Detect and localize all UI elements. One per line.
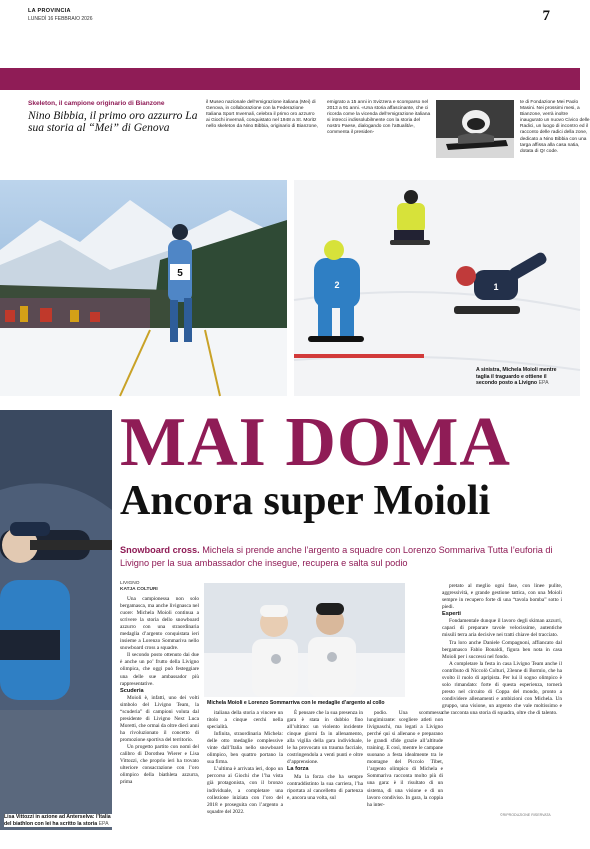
- byline: LIVIGNO KATJA COLTURI: [120, 581, 158, 592]
- skeleton-photo: [436, 100, 514, 158]
- page-number: 7: [542, 8, 550, 24]
- biathlon-race-photo: [0, 180, 287, 396]
- bib-number: 2: [334, 280, 340, 290]
- article-column: Una campionessa non solo bergamasca, ma anche livignasca nel cuore: Michela Moioli continua a scrivere la storia dello snowboard azzurro con una straordinaria medaglia d’argento conquistata ieri insieme a Lorenzo Sommariva nello snowboard cross a squadre. Il secondo posto ottenuto dai due è anche un po’ frutto della Livigno olimpica, che oggi può festeggiare una delle sue ambassador più rappresentative. Scuderia Moioli è, infatti, uno dei volti simbolo del Livigno Team, la “scuderia” di campioni voluta dal presidente di Livigno Next Luca Moretti, che ormai da oltre dieci anni ha rivoluzionato il concetto di promozione sportiva del territorio. Un progetto partito con nomi del calibro di Dorothea Wierer e Lisa Vittozzi, che proprio ieri ha trovato ulteriore consacrazione con l’oro olimpico della biathleta azzurra, prima: [120, 596, 199, 786]
- copyright-note: ©RIPRODUZIONE RISERVATA: [500, 813, 551, 817]
- second-headline: Ancora super Moioli: [120, 478, 491, 524]
- teaser-box: [28, 100, 590, 160]
- subheadline: Snowboard cross. Michela si prende anche l’argento a squadre con Lorenzo Sommariva Tutta l’euforia di Livigno per la sua ambassador che insegue, recupera e salta sul podio: [120, 545, 553, 568]
- photo-caption: A sinistra, Michela Moioli mentre taglia il traguardo e ottiene il secondo posto a Livigno EPA: [476, 367, 557, 387]
- teaser-text: il Museo nazionale dell’emigrazione italiana (Mei) di Genova, in collaborazione con la Federazione Italiana Sport Invernali, celebra il primo oro azzurro ai Giochi invernali, conquistato nel 1948 a St. Moritz nello skeleton da Nino Bibbia, originario di Bianzone,: [206, 100, 318, 130]
- photo-caption: Lisa Vittozzi in azione ad Anterselva: l’Italia del biathlon con lei ha scritto la storia EPA: [4, 814, 111, 827]
- main-headline: MAI DOMA: [120, 404, 511, 481]
- article-column: italiana della storia a vincere un titolo a cinque cerchi nella specialità. Infinita, straordinaria Michela: delle otto medaglie complessive vinte dall’Italia nello snowboard olimpico, ben quattro portano la sua firma. L’ultima è arrivata ieri, dopo un percorso ai Giochi che l’ha vista già protagonista, con il bronzo individuale, a completare una collezione iniziata con l’oro del 2018 e proseguita con l’argento a squadre del 2022.: [207, 710, 283, 815]
- article-column: pretato al meglio ogni fase, con linee pulite, aggressività, e grande gestione tattica, con una Moioli sempre in recupero forte di una “tavola bomba” sotto i piedi. Esperti Fondamentale dunque il lavoro degli skiman azzurri, capaci di preparare tavole velocissime, autentiche missili terra aria decisive nei tratti chiave del tracciato. Tra loro anche Daniele Compagnoni, affiancato dal bergamasco Fabio Bonaldi, figura ben nota in casa Moioli per i successi nel fondo. A completare la festa in casa Livigno Team anche il contributo di Niccolò Colturi, 23enne di Bormio, che ha svolto il ruolo di apripista. Per lui il sogno olimpico è solo rimandato: forte di questa esperienza, tornerà presto nel circuito di Coppa del mondo, pronto a condividere allenamenti e ambizioni con Michela. Un gruppo, una visione, un argento che vale moltissimo e che racconta una storia di squadra, oltre che di talento.: [442, 583, 562, 716]
- bib-number: 1: [493, 282, 499, 292]
- bib-number: 5: [177, 268, 183, 279]
- teaser-title: Nino Bibbia, il primo oro azzurro La sua storia al “Mei” di Genova: [28, 110, 198, 134]
- teaser-text: te di Fondazione Mei Paolo Masini. Nei prossimi mesi, a Bianzone, verrà inoltre inaugurato un nuovo Civico delle Radici, un luogo di incontro ed il racconto delle radici della zone, dedicato a Nino Bibbia con una targa affissa alla casa natia, dotata di Qr code.: [520, 100, 590, 154]
- issue-date: LUNEDÌ 16 FEBBRAIO 2026: [28, 16, 93, 22]
- page-header: [28, 8, 552, 32]
- podium-photo: [204, 583, 405, 697]
- section-color-bar: [0, 68, 580, 90]
- teaser-kicker: Skeleton, il campione originario di Bianzone: [28, 100, 165, 107]
- publication-name: LA PROVINCIA: [28, 8, 71, 14]
- biathlete-shooting-photo: [0, 410, 112, 830]
- article-column: podio. Una scommessa lungimirante: scegliere atleti non livignaschi, ma legati a Livigno perché qui si allenano e preparano le grandi sfide grazie all’altitude training. E così, mentre le campane suonano a festa idealmente tra le montagne del Piccolo Tibet, l’argento olimpico di Michela e Sommariva racconta molto più di una gara: è il risultato di un sistema, di una visione e di un lavoro condiviso. In gara, la coppia ha inter-: [367, 710, 443, 808]
- teaser-text: emigrato a 15 anni in Svizzera e scomparso nel 2013 a 91 anni. «Una storia affascinante, che ci ricorda come la vicenda dell’emigrazione italiana si intrecci indissolubilmente con la storia del nostro Paese, dialogando con l’attualità», commenta il presiden-: [327, 100, 431, 136]
- article-column: È pensare che la sua presenza in gara è stata in dubbio fino all’ultimo: un violento incidente cinque giorni fa in allenamento, alla vigilia della gara individuale, le ha provocato un trauma facciale, costringendola a venti punti e oltre d’apprensione. La forza Ma la forza che ha sempre contraddistinto la sua carriera, l’ha riportata al cancelletto di partenza e, ancora una volta, sul: [287, 710, 363, 801]
- photo-caption: Michela Moioli e Lorenzo Sommarriva con le medaglie d’argento al collo: [207, 700, 385, 706]
- snowboard-cross-photo: [294, 180, 580, 396]
